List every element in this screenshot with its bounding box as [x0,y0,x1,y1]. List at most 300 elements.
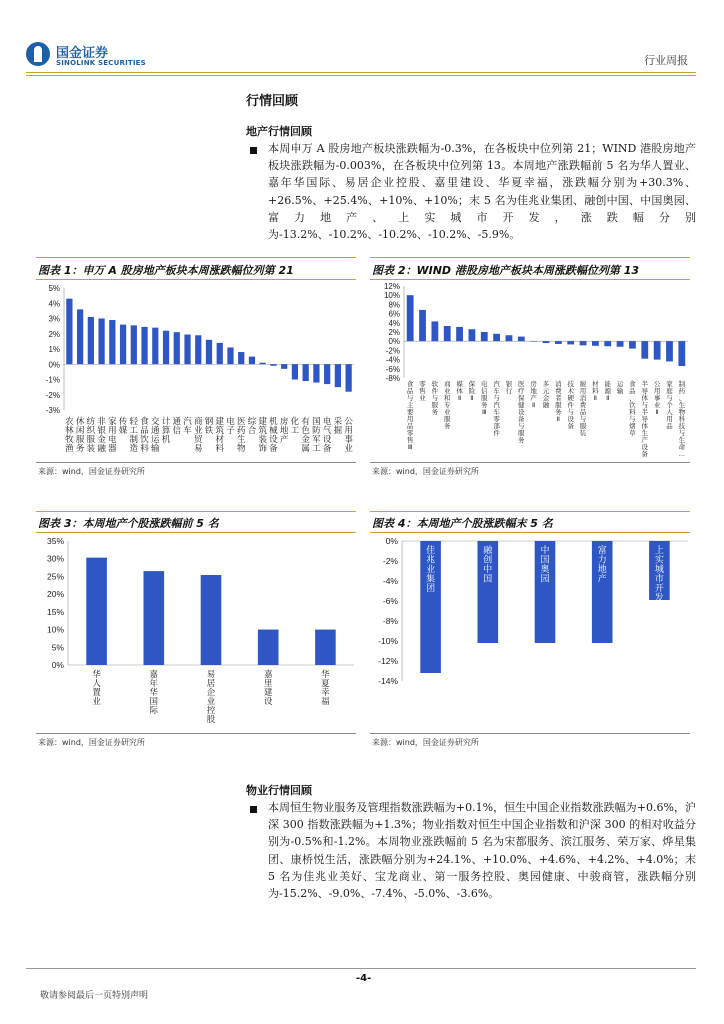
category-char: 筑 [258,425,267,435]
category-char: 品 [406,423,414,430]
footer-disclaimer: 敬请参阅最后一页特别声明 [40,991,149,1001]
category-char: 轻 [129,416,139,426]
category-char: 器 [108,443,117,453]
category-char: 服 [555,402,562,409]
bar-18 [260,363,266,365]
category-char: 幸 [321,687,330,697]
category-char: 团 [426,583,436,593]
category-char: 工 [290,425,300,435]
fig2-top-rule [370,257,690,258]
category-char: 通 [172,416,182,426]
category-char: 零 [419,381,426,388]
category-char: 行 [505,388,513,395]
y-tick-label: 1% [48,345,60,354]
category-char: 与 [431,395,439,402]
category-char: 售 [406,437,414,444]
bar-17 [249,357,255,365]
category-char: 能 [604,381,611,388]
category-char: 服 [481,395,488,402]
category-label [580,379,587,437]
bar-0 [407,295,414,341]
category-char: 生 [641,430,649,437]
category-char: 用 [579,388,587,395]
category-char: 建 [258,416,267,426]
fig4-source: 来源：wind，国金证券研究所 [372,738,479,747]
category-char: 运 [616,381,624,388]
category-char: 服 [579,423,587,430]
category-char: 奥 [540,564,550,574]
category-label [258,416,267,453]
fig1-title-rule [36,279,356,280]
category-char: 建 [215,416,224,426]
property-market-paragraph: 本周申万 A 股房地产板块涨跌幅为-0.3%，在各板块中位列第 21；WIND 港股房地产板块涨跌幅为-0.003%，在各板块中位列第 13。本周地产涨跌幅前 5 名为华人置业、嘉年华国际、易居企业控股、嘉里建设、华夏幸福，涨跌幅分别为+30.3%、+26.5%、+25.4%、+10%、+10%；末 5 名为佳兆业集团、融创中国、中国奥园、富力地产、上实城市开发，涨跌幅分别为-13.2%、-10.2%、-10.2%、-10.2%、-5.9%。 [268,142,696,242]
property-management-paragraph: 本周恒生物业服务及管理指数涨跌幅为+0.1%，恒生中国企业指数涨跌幅为+0.6%，沪深 300 指数涨跌幅为+1.3%；物业指数对恒生中国企业指数和沪深 300 的相对收益分别为-0.5%和-1.2%。本周物业涨跌幅前 5 名为宋都服务、滨江服务、荣万家、烨星集团、康桥悦生活，涨跌幅分别为+24.1%、+10.0%、+4.6%、+4.2%、+4.0%；末 5 名为佳兆业美好、宝龙商业、第一服务控股、奥园健康、中骏商管，涨跌幅分别为-15.2%、-9.0%、-7.4%、-5.0%、-3.6%。 [268,801,696,901]
category-char: 城 [654,564,664,574]
category-char: 生 [678,402,686,409]
category-label [334,416,343,435]
category-char: 休 [75,416,85,426]
category-char: 消 [555,381,562,388]
category-char: 纺 [86,416,96,426]
y-tick-label: 30% [46,553,64,564]
bar-2 [88,317,94,364]
category-char: 零 [493,416,500,423]
category-label [567,379,574,430]
category-char: 易 [206,669,216,679]
category-char: 信 [172,425,182,435]
category-char: 交 [151,416,160,426]
category-char: 公 [344,416,353,426]
category-char: 用 [666,416,673,423]
fig3-title: 图表 3：本周地产个股涨跌幅前 5 名 [38,517,219,530]
category-label [76,416,85,453]
bullet-icon [250,147,257,154]
category-char: 命 [678,444,686,451]
category-label [506,379,513,395]
category-char: 医 [236,416,246,426]
category-char: 机 [269,416,278,426]
category-char: 设 [322,434,332,444]
bar-9 [163,331,169,365]
category-label [407,379,414,451]
category-char: 备 [567,423,574,430]
y-tick-label: 0% [48,360,60,370]
bar-7 [493,334,500,341]
category-char: 媒 [118,425,128,435]
category-char: 商 [194,416,203,426]
category-char: 汽 [493,381,500,388]
category-char: 料 [215,443,224,453]
category-char: 园 [540,573,550,584]
category-char: 业 [206,696,216,706]
category-label [301,416,310,453]
category-char: 与 [629,416,636,423]
bar-21 [292,364,298,379]
bar-1 [77,309,83,364]
category-char: 备 [641,451,649,458]
category-char: 材 [215,434,224,444]
category-char: 者 [555,395,562,402]
y-tick-label: 10% [46,624,64,635]
category-char: 属 [301,443,310,453]
section-title: 行情回顾 [246,94,299,109]
category-char: 务 [75,443,85,453]
category-char: 国 [149,696,159,706]
category-char: 与 [493,395,500,402]
category-char: 技 [567,381,574,388]
bar-14 [580,341,587,345]
category-label [97,416,106,453]
fig3-top-rule [36,511,356,512]
category-char: 地 [530,388,537,395]
y-tick-label: 5% [51,642,64,653]
y-tick-label: 6% [388,309,400,319]
y-tick-label: -14% [378,676,398,686]
category-char: 与 [666,395,673,402]
category-char: 造 [129,443,139,453]
fig1-title: 图表 1：申万 A 股房地产板块本周涨跌幅位列第 21 [38,264,294,277]
bar-3 [444,326,451,341]
category-char: 体 [641,423,649,430]
bar-26 [346,364,352,391]
y-tick-label: 0% [388,337,400,347]
category-label [323,416,332,453]
category-char: 掘 [333,425,343,435]
category-label [130,416,139,453]
bar-4 [315,630,336,665]
category-char: 制 [678,381,686,388]
category-char: 用 [653,388,661,395]
bar-6 [481,332,488,341]
category-char: 饮 [140,434,149,444]
category-label [592,379,599,402]
category-char: 里 [263,678,273,688]
category-char: 食 [406,381,414,388]
category-char: 设 [641,444,649,451]
category-char: 采 [333,416,343,426]
bar-21 [666,341,673,361]
bar-4 [109,320,115,364]
fig4-bottom-rule [370,733,690,734]
y-tick-label: -12% [378,656,398,666]
category-char: 软 [431,381,439,388]
category-char: 公 [653,381,661,388]
fig3-chart [36,535,356,730]
category-char: 料 [629,409,636,416]
y-tick-label: 12% [383,282,400,291]
category-char: Ⅱ [593,395,597,402]
category-char: 与 [641,402,649,409]
category-char: 企 [206,687,216,697]
category-label [162,416,171,444]
category-char: 设 [269,434,278,444]
category-char: 渔 [65,443,74,453]
category-char: 织 [86,425,96,435]
bar-1 [419,310,426,341]
category-char: 件 [567,402,574,409]
bar-14 [217,343,223,364]
category-label [312,416,321,453]
category-char: 际 [149,705,159,715]
y-tick-label: -2% [45,390,60,400]
category-char: 融 [97,443,106,453]
bar-9 [518,337,525,342]
category-label [493,379,500,437]
y-tick-label: -8% [385,374,400,383]
bar-2 [201,575,222,665]
bar-22 [678,341,685,366]
category-label [629,379,636,437]
category-char: 设 [263,696,273,706]
category-char: 集 [426,573,436,584]
category-label [666,379,673,430]
category-char: 体 [641,395,649,402]
category-char: 电 [108,434,117,444]
category-char: 备 [518,416,525,423]
category-char: 业 [443,409,451,416]
header-divider-thin [26,75,696,76]
y-tick-label: -6% [382,596,398,606]
category-char: 地 [279,425,289,435]
category-char: 车 [183,425,192,435]
category-char: 售 [419,388,426,395]
y-tick-label: 15% [46,606,64,617]
category-char: 医 [518,381,525,388]
bar-11 [184,335,190,365]
bar-10 [174,332,180,364]
fig4-title: 图表 4：本周地产个股涨跌幅末 5 名 [372,517,553,530]
y-tick-label: 2% [388,328,400,337]
category-char: 市 [654,573,664,584]
bar-4 [456,327,463,341]
category-char: 农 [65,416,74,426]
category-char: 化 [290,416,300,426]
category-char: 家 [666,381,673,388]
category-char: 金 [97,434,106,444]
bar-11 [543,341,550,343]
category-char: 生 [678,437,686,444]
category-char: Ⅲ [482,409,487,416]
y-tick-label: 5% [48,284,60,293]
category-label [140,416,149,453]
bar-16 [238,352,244,364]
category-char: 服 [443,416,451,423]
y-tick-label: 20% [46,589,64,600]
category-char: 综 [247,416,257,426]
category-label [119,416,128,435]
category-label [248,416,257,435]
category-label [291,416,300,435]
fig2-title-rule [370,279,690,280]
category-char: 有 [301,416,310,426]
category-label [173,416,182,435]
category-char: 国 [312,416,321,426]
bar-3 [98,319,104,365]
bar-19 [270,364,276,366]
category-char: 融 [483,545,493,555]
category-char: 饮 [629,402,636,409]
category-char: 计 [161,416,171,426]
category-label [65,416,74,453]
category-char: 金 [301,434,310,444]
category-label [205,416,214,435]
category-char: 色 [301,425,310,435]
category-char: 人 [92,678,101,688]
category-char: 嘉 [263,669,273,679]
bar-24 [324,364,330,384]
category-label [456,379,463,402]
category-char: 实 [654,554,664,565]
bar-1 [144,571,165,665]
category-label [92,669,101,706]
category-char: 汽 [493,402,500,409]
category-char: 兆 [426,554,436,565]
bar-5 [469,329,476,341]
bar-6 [131,325,137,364]
category-char: 部 [493,423,500,430]
category-char: 与 [579,416,587,423]
category-char: 中 [483,564,493,574]
category-char: 与 [678,430,686,437]
category-char: 品 [140,425,149,435]
category-char: Ⅱ [457,395,462,402]
category-char: 生 [236,434,246,444]
category-char: 通 [151,425,160,435]
y-tick-label: 4% [48,299,60,309]
category-char: 保 [468,381,476,388]
y-tick-label: -4% [385,355,400,365]
category-char: 易 [194,443,203,453]
category-char: 装 [579,430,587,437]
category-label [150,669,159,715]
fig1-chart [36,282,356,460]
bar-18 [629,341,636,348]
category-char: 品 [579,409,587,416]
category-char: 专 [443,402,451,409]
category-char: 耐 [579,381,587,388]
category-char: 品 [406,388,414,395]
category-char: 中 [540,545,550,555]
y-tick-label: 10% [383,291,400,301]
category-char: 贸 [194,434,203,444]
category-char: 材 [592,381,599,388]
category-char: 人 [666,409,673,416]
category-char: 料 [592,388,599,395]
category-char: 华 [321,669,330,679]
fig4-chart [370,535,690,730]
category-char: Ⅱ [470,395,474,402]
category-char: 食 [140,416,149,426]
category-char: 开 [654,583,664,593]
category-char: 服 [75,434,85,444]
category-label [469,379,476,402]
bar-19 [641,341,648,358]
fig4-top-rule [370,511,690,512]
category-char: 饰 [258,443,267,453]
category-char: 置 [92,687,101,697]
y-tick-label: -2% [385,346,400,356]
category-label [269,416,278,453]
category-char: 用 [344,425,353,435]
category-char: 输 [151,443,160,453]
category-char: 业 [92,696,101,706]
category-char: 夏 [321,678,330,688]
fig2-source: 来源：wind，国金证券研究所 [372,467,479,476]
category-char: 个 [666,402,673,409]
fig2-chart [370,282,690,460]
category-char: 年 [149,678,159,688]
category-char: 备 [269,443,278,453]
category-char: 产 [530,395,537,402]
category-char: 多 [542,381,550,388]
bar-0 [86,558,107,665]
bar-8 [506,335,513,341]
category-label [344,416,353,453]
category-char: 华 [92,669,101,679]
category-char: 机 [161,434,171,444]
category-char: 草 [629,430,636,437]
category-char: 设 [518,409,525,416]
category-char: 费 [555,388,562,395]
footer-divider [26,968,696,969]
category-char: 房 [279,416,289,426]
bar-15 [592,341,599,346]
category-char: 筑 [215,425,224,435]
category-char: 务 [518,437,525,444]
category-label [679,379,686,458]
category-char: 国 [540,554,550,565]
category-char: 电 [322,416,332,426]
bar-15 [227,347,233,364]
category-label [194,416,203,453]
category-char: Ⅲ [407,444,413,451]
category-char: Ⅱ [532,402,536,409]
category-char: 军 [312,434,321,444]
category-char: 车 [493,409,500,416]
category-label [426,544,435,593]
category-char: 控 [206,705,216,715]
category-char: 嘉 [149,669,159,679]
category-char: 药 [678,388,686,395]
category-char: Ⅱ [655,409,659,416]
category-char: 服 [518,430,525,437]
category-char: 算 [161,425,171,435]
category-label [183,416,192,435]
category-char: 国 [483,573,493,584]
y-tick-label: -4% [382,576,398,586]
fig1-source: 来源：wind，国金证券研究所 [38,467,145,476]
category-label [321,669,330,706]
category-char: 备 [322,443,332,453]
y-tick-label: 0% [51,660,64,670]
category-char: 传 [118,416,128,426]
category-char: 装 [258,434,267,444]
category-char: Ⅱ [606,395,610,402]
bullet-icon [250,806,257,813]
category-char: 制 [129,434,139,444]
y-tick-label: -6% [385,364,400,374]
category-label [655,544,664,603]
category-char: 与 [406,395,414,402]
bar-20 [654,341,661,359]
bar-12 [555,341,562,344]
category-char: 牧 [65,434,74,444]
category-char: 健 [518,402,525,409]
category-char: 半 [641,381,649,388]
category-label [108,416,117,453]
category-char: 零 [406,430,414,437]
category-label [481,379,488,416]
